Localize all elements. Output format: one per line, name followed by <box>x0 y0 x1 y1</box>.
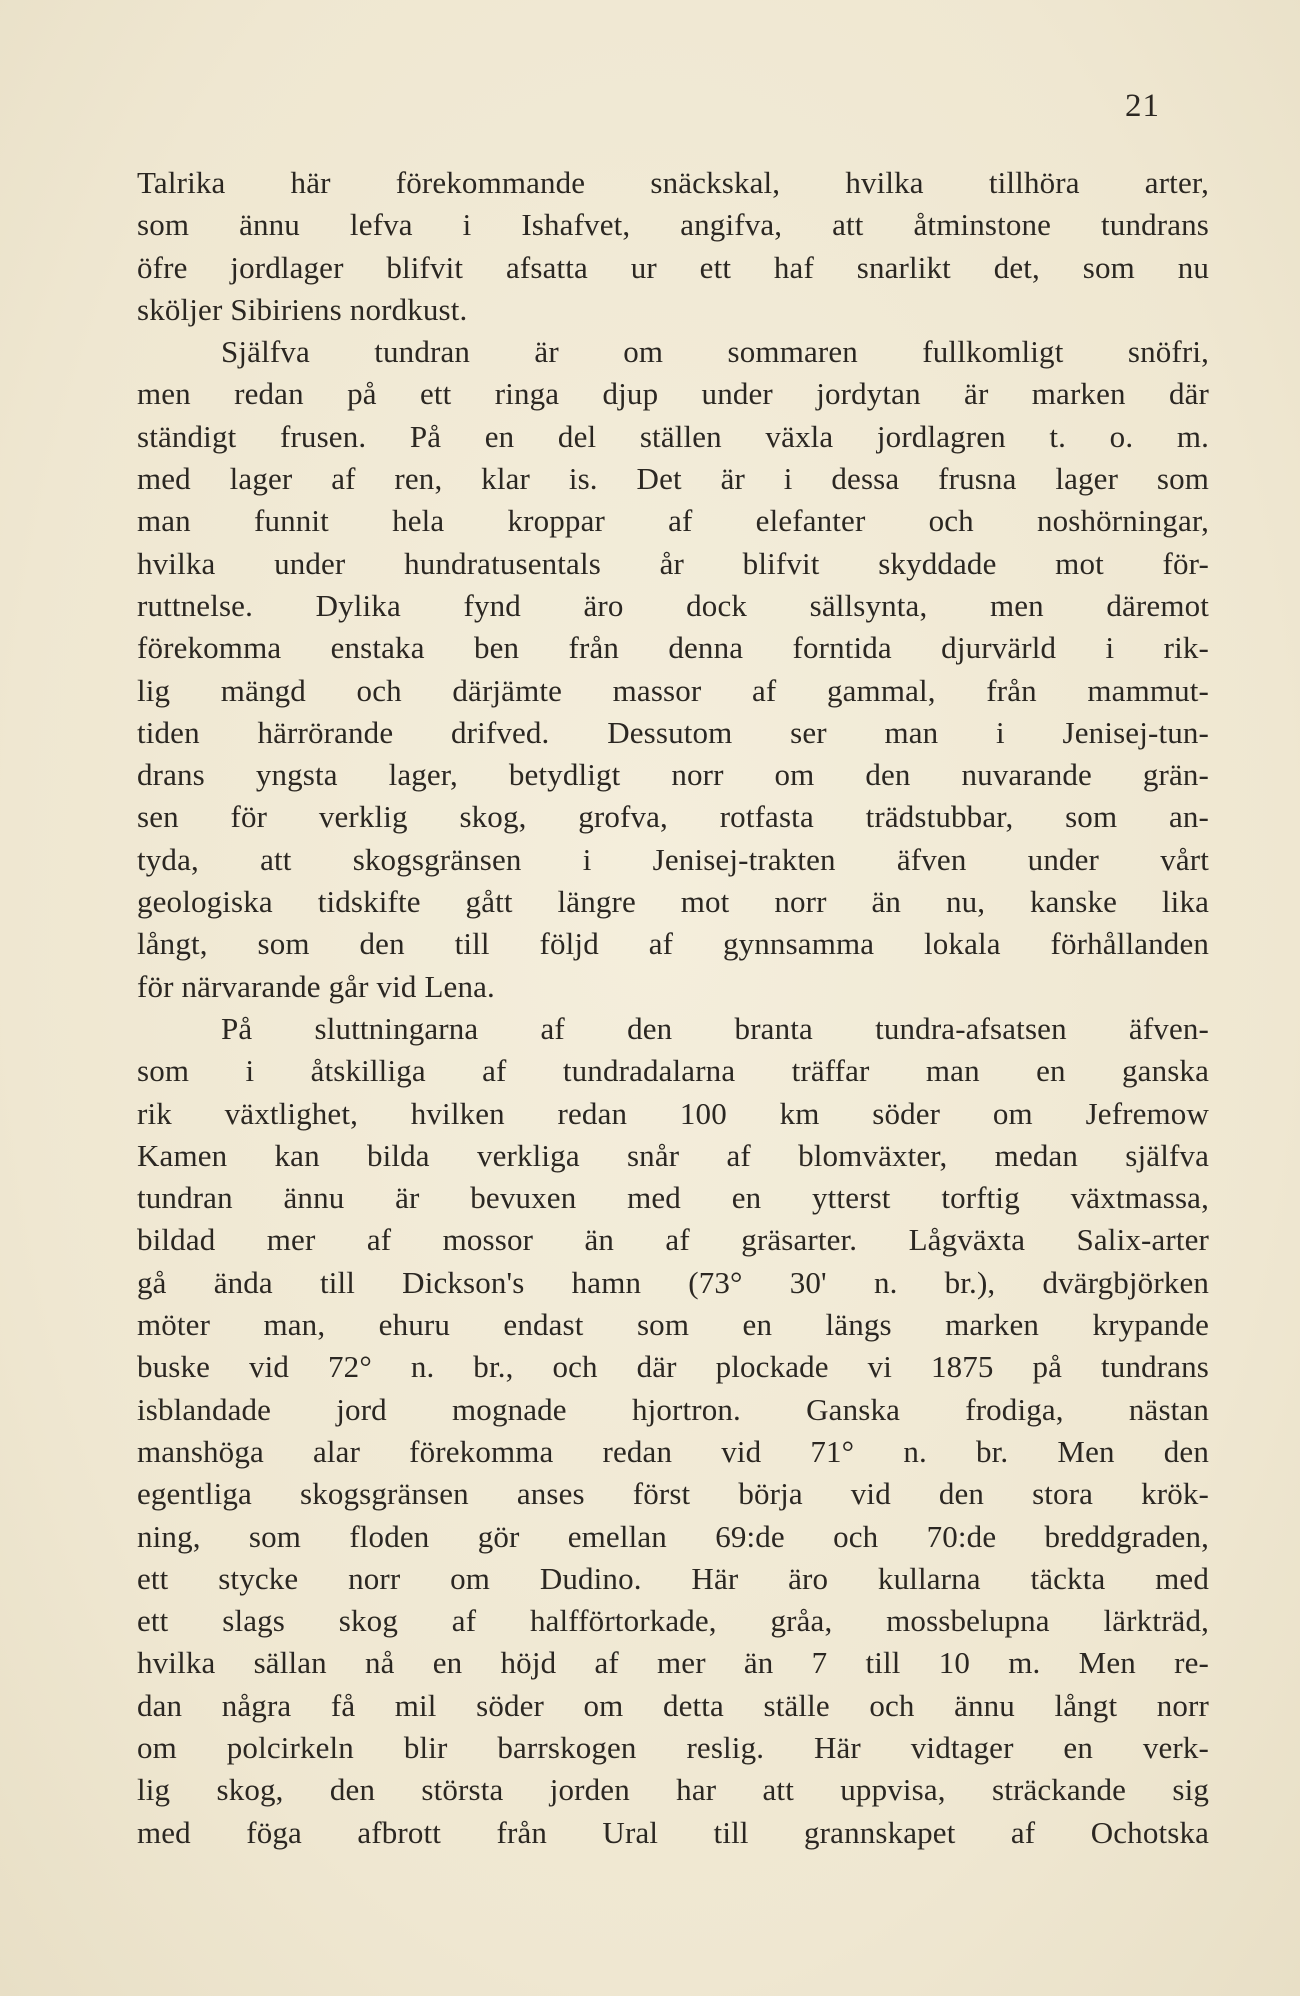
text-line: hvilka sällan nå en höjd af mer än 7 till 10 m. Men re- <box>137 1645 1209 1681</box>
text-line: bildad mer af mossor än af gräsarter. Lågväxta Salix-arter <box>137 1222 1209 1258</box>
text-line: geologiska tidskifte gått längre mot norr än nu, kanske lika <box>137 884 1209 920</box>
text-line: man funnit hela kroppar af elefanter och noshörningar, <box>137 503 1209 539</box>
text-line: ett stycke norr om Dudino. Här äro kullarna täckta med <box>137 1560 1209 1596</box>
text-line: gå ända till Dickson's hamn (73° 30' n. br.), dvärgbjörken <box>137 1264 1209 1300</box>
text-line: På sluttningarna af den branta tundra-afsatsen äfven- <box>221 1010 1209 1046</box>
text-line: långt, som den till följd af gynnsamma lokala förhållanden <box>137 926 1209 962</box>
text-line: men redan på ett ringa djup under jordytan är marken där <box>137 376 1209 412</box>
page-number: 21 <box>1125 88 1160 124</box>
text-line: Själfva tundran är om sommaren fullkomligt snöfri, <box>221 334 1209 370</box>
text-line: Kamen kan bilda verkliga snår af blomväxter, medan själfva <box>137 1137 1209 1173</box>
text-line: med lager af ren, klar is. Det är i dessa frusna lager som <box>137 461 1209 497</box>
text-line: ett slags skog af halfförtorkade, gråa, mossbelupna lärkträd, <box>137 1603 1209 1639</box>
text-line: tiden härrörande drifved. Dessutom ser man i Jenisej-tun- <box>137 714 1209 750</box>
text-line: öfre jordlager blifvit afsatta ur ett haf snarlikt det, som nu <box>137 249 1209 285</box>
text-line: Talrika här förekommande snäckskal, hvilka tillhöra arter, <box>137 165 1209 200</box>
text-line: rik växtlighet, hvilken redan 100 km söder om Jefremow <box>137 1095 1209 1131</box>
text-line: som ännu lefva i Ishafvet, angifva, att åtminstone tundrans <box>137 207 1209 243</box>
text-line: med föga afbrott från Ural till grannskapet af Ochotska <box>137 1814 1209 1850</box>
text-line: lig mängd och därjämte massor af gammal, från mammut- <box>137 672 1209 708</box>
text-line: möter man, ehuru endast som en längs marken krypande <box>137 1307 1209 1343</box>
body-text <box>137 162 1209 1854</box>
text-line: ständigt frusen. På en del ställen växla jordlagren t. o. m. <box>137 418 1209 454</box>
text-line: buske vid 72° n. br., och där plockade vi 1875 på tundrans <box>137 1349 1209 1385</box>
text-line: lig skog, den största jorden har att uppvisa, sträckande sig <box>137 1772 1209 1808</box>
text-line: egentliga skogsgränsen anses först börja vid den stora krök- <box>137 1476 1209 1512</box>
text-line: ning, som floden gör emellan 69:de och 70:de breddgraden, <box>137 1518 1209 1554</box>
text-line: tyda, att skogsgränsen i Jenisej-trakten äfven under vårt <box>137 841 1209 877</box>
text-line: hvilka under hundratusentals år blifvit skyddade mot för- <box>137 545 1209 581</box>
text-line: om polcirkeln blir barrskogen reslig. Här vidtager en verk- <box>137 1729 1209 1765</box>
text-line: som i åtskilliga af tundradalarna träffar man en ganska <box>137 1053 1209 1089</box>
text-line: förekomma enstaka ben från denna forntida djurvärld i rik- <box>137 630 1209 666</box>
text-line: dan några få mil söder om detta ställe och ännu långt norr <box>137 1687 1209 1723</box>
text-line: drans yngsta lager, betydligt norr om den nuvarande grän- <box>137 757 1209 793</box>
text-line: manshöga alar förekomma redan vid 71° n. br. Men den <box>137 1433 1209 1469</box>
text-line: sen för verklig skog, grofva, rotfasta trädstubbar, som an- <box>137 799 1209 835</box>
text-line: sköljer Sibiriens nordkust. <box>137 291 468 327</box>
text-line: för närvarande går vid Lena. <box>137 968 495 1004</box>
text-line: isblandade jord mognade hjortron. Ganska frodiga, nästan <box>137 1391 1209 1427</box>
text-line: tundran ännu är bevuxen med en ytterst torftig växtmassa, <box>137 1180 1209 1216</box>
text-line: ruttnelse. Dylika fynd äro dock sällsynta, men däremot <box>137 587 1209 623</box>
